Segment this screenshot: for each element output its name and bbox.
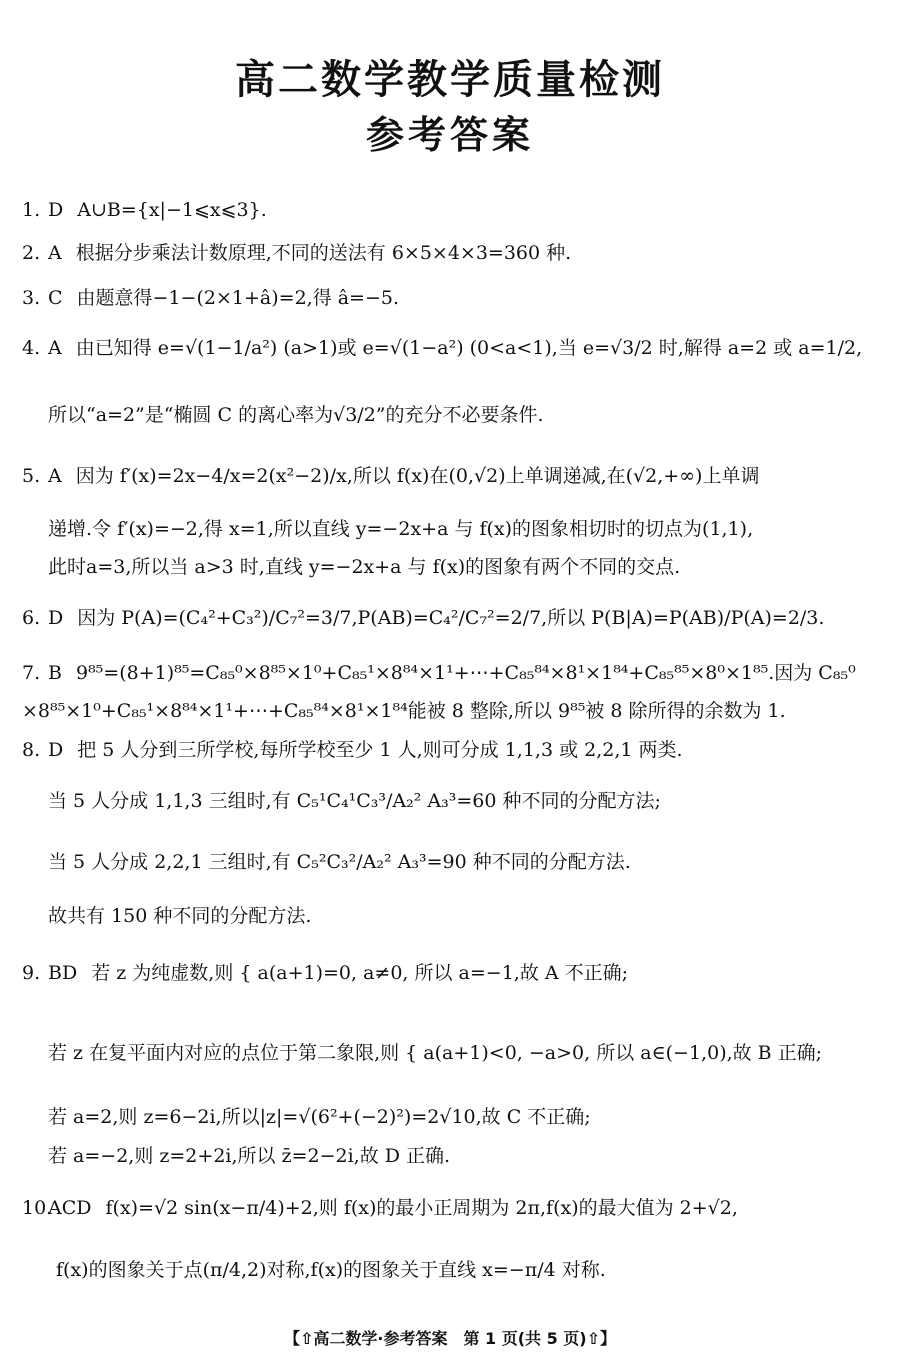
item-number: 9. — [22, 962, 41, 984]
explanation-line: 此时a=3,所以当 a>3 时,直线 y=−2x+a 与 f(x)的图象有两个不同的交点. — [48, 556, 681, 578]
answer-choice: ACD — [48, 1197, 92, 1219]
explanation-line: 由已知得 e=√(1−1/a²) (a>1)或 e=√(1−a²) (0<a<1),当 e=√3/2 时,解得 a=2 或 a=1/2, — [75, 337, 863, 359]
answer-1 — [22, 197, 267, 223]
answer-8 — [22, 737, 683, 763]
answer-choice: C — [48, 287, 63, 309]
answer-3 — [22, 285, 399, 311]
explanation-line: 若 a=2,则 z=6−2i,所以|z|=√(6²+(−2)²)=2√10,故 C 不正确; — [48, 1106, 591, 1128]
explanation-line: f(x)=√2 sin(x−π/4)+2,则 f(x)的最小正周期为 2π,f(x)的最大值为 2+√2, — [105, 1197, 738, 1219]
answer-6 — [22, 605, 824, 631]
page-title: 高二数学教学质量检测 — [235, 57, 665, 103]
answer-4 — [22, 335, 862, 361]
answer-2 — [22, 240, 571, 266]
item-number: 2. — [22, 242, 41, 264]
explanation-line: ×8⁸⁵×1⁰+C₈₅¹×8⁸⁴×1¹+⋯+C₈₅⁸⁴×8¹×1⁸⁴能被 8 整除,所以 9⁸⁵被 8 除所得的余数为 1. — [22, 700, 786, 722]
page-footer: 【⇧高二数学·参考答案 第 1 页(共 5 页)⇧】 — [283, 1329, 617, 1348]
answer-choice: D — [48, 607, 64, 629]
item-number: 5. — [22, 465, 41, 487]
answer-choice: A — [48, 242, 62, 264]
item-number: 3. — [22, 287, 41, 309]
explanation-line: 因为 f′(x)=2x−4/x=2(x²−2)/x,所以 f(x)在(0,√2)上单调递减,在(√2,+∞)上单调 — [75, 465, 760, 487]
explanation-line: A∪B={x|−1⩽x⩽3}. — [77, 199, 267, 221]
explanation-line: 若 a=−2,则 z=2+2i,所以 z̄=2−2i,故 D 正确. — [48, 1145, 451, 1167]
answer-choice: D — [48, 739, 64, 761]
explanation-line: f(x)的图象关于点(π/4,2)对称,f(x)的图象关于直线 x=−π/4 对称. — [56, 1259, 606, 1281]
page-subtitle: 参考答案 — [365, 113, 534, 157]
explanation-line: 因为 P(A)=(C₄²+C₃²)/C₇²=3/7,P(AB)=C₄²/C₇²=2/7,所以 P(B|A)=P(AB)/P(A)=2/3. — [77, 607, 825, 629]
explanation-line: 所以“a=2”是“椭圆 C 的离心率为√3/2”的充分不必要条件. — [48, 404, 544, 426]
answer-choice: B — [48, 662, 62, 684]
answer-choice: D — [48, 199, 64, 221]
item-number: 6. — [22, 607, 41, 629]
explanation-line: 9⁸⁵=(8+1)⁸⁵=C₈₅⁰×8⁸⁵×1⁰+C₈₅¹×8⁸⁴×1¹+⋯+C₈₅⁸⁴×8¹×1⁸⁴+C₈₅⁸⁵×8⁰×1⁸⁵.因为 C₈₅⁰ — [75, 662, 856, 684]
item-number: 8. — [22, 739, 41, 761]
answer-choice: BD — [48, 962, 78, 984]
answer-7 — [22, 660, 856, 686]
explanation-line: 若 z 为纯虚数,则 { a(a+1)=0, a≠0, 所以 a=−1,故 A 不正确; — [91, 962, 629, 984]
explanation-line: 当 5 人分成 2,2,1 三组时,有 C₅²C₃²/A₂² A₃³=90 种不同的分配方法. — [48, 851, 631, 873]
explanation-line: 故共有 150 种不同的分配方法. — [48, 905, 312, 927]
answer-10 — [22, 1195, 738, 1221]
explanation-line: 把 5 人分到三所学校,每所学校至少 1 人,则可分成 1,1,3 或 2,2,1 两类. — [77, 739, 683, 761]
answer-5 — [22, 463, 759, 489]
item-number: 10. — [22, 1197, 53, 1219]
explanation-line: 当 5 人分成 1,1,3 三组时,有 C₅¹C₄¹C₃³/A₂² A₃³=60 种不同的分配方法; — [48, 790, 661, 812]
explanation-line: 递增.令 f′(x)=−2,得 x=1,所以直线 y=−2x+a 与 f(x)的图象相切时的切点为(1,1), — [48, 518, 754, 540]
item-number: 7. — [22, 662, 41, 684]
explanation-line: 根据分步乘法计数原理,不同的送法有 6×5×4×3=360 种. — [75, 242, 572, 264]
item-number: 4. — [22, 337, 41, 359]
answer-choice: A — [48, 465, 62, 487]
item-number: 1. — [22, 199, 41, 221]
explanation-line: 由题意得−1−(2×1+â)=2,得 â=−5. — [76, 287, 400, 309]
answer-9 — [22, 960, 628, 986]
answer-choice: A — [48, 337, 62, 359]
explanation-line: 若 z 在复平面内对应的点位于第二象限,则 { a(a+1)<0, −a>0, 所以 a∈(−1,0),故 B 正确; — [48, 1042, 823, 1064]
